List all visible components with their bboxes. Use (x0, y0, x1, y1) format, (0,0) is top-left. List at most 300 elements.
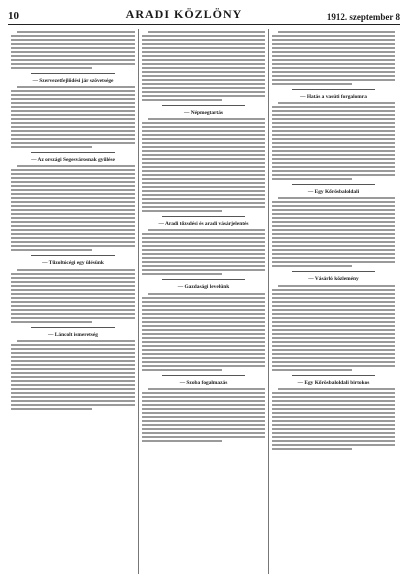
text-line (278, 102, 395, 104)
text-line (148, 388, 265, 390)
text-line (142, 424, 265, 426)
text-line (11, 396, 135, 398)
text-line (142, 233, 265, 235)
text-line (11, 281, 135, 283)
text-line (272, 79, 395, 81)
text-line (11, 67, 92, 69)
text-line (272, 305, 395, 307)
text-line (11, 55, 135, 57)
text-line (272, 317, 395, 319)
text-line (142, 91, 265, 93)
text-line (11, 400, 135, 402)
text-line (11, 313, 135, 315)
text-line (272, 369, 352, 371)
text-line (142, 400, 265, 402)
text-line (11, 277, 135, 279)
paragraph-lines (272, 102, 395, 180)
text-line (142, 134, 265, 136)
article-heading: — Népmegtartás (183, 110, 224, 116)
paragraph-lines (142, 118, 265, 212)
article-heading: — Aradi tőzsdési és aradi vásárjelentés (158, 221, 249, 228)
text-line (142, 357, 265, 359)
text-line (272, 392, 395, 394)
text-line (11, 205, 135, 207)
article-columns (8, 29, 400, 574)
text-line (272, 146, 395, 148)
text-line (272, 408, 395, 410)
text-line (11, 233, 135, 235)
text-line (272, 71, 395, 73)
text-line (142, 146, 265, 148)
text-line (11, 237, 135, 239)
text-line (11, 360, 135, 362)
text-line (272, 436, 395, 438)
text-line (11, 146, 92, 148)
text-line (17, 31, 135, 33)
text-line (11, 297, 135, 299)
text-line (272, 321, 395, 323)
text-line (142, 142, 265, 144)
text-line (11, 293, 135, 295)
article-separator (31, 255, 115, 256)
text-line (272, 420, 395, 422)
text-line (272, 237, 395, 239)
article-separator (31, 327, 115, 328)
text-line (272, 357, 395, 359)
text-line (272, 444, 395, 446)
text-line (272, 63, 395, 65)
text-line (17, 269, 135, 271)
text-line (11, 384, 135, 386)
text-line (148, 293, 265, 295)
text-line (272, 174, 395, 176)
text-line (11, 364, 135, 366)
text-line (148, 118, 265, 120)
text-line (272, 428, 395, 430)
text-line (272, 253, 395, 255)
paragraph-lines (11, 86, 135, 148)
text-line (11, 114, 135, 116)
text-line (11, 173, 135, 175)
text-line (142, 365, 265, 367)
text-line (142, 257, 265, 259)
text-line (142, 75, 265, 77)
page-number: 10 (8, 10, 19, 22)
text-line (272, 122, 395, 124)
text-line (11, 106, 135, 108)
text-line (272, 329, 395, 331)
text-line (142, 71, 265, 73)
text-line (11, 39, 135, 41)
article-separator (31, 152, 115, 153)
text-line (272, 345, 395, 347)
text-line (272, 432, 395, 434)
text-line (272, 114, 395, 116)
text-line (142, 194, 265, 196)
text-line (142, 150, 265, 152)
text-line (272, 110, 395, 112)
text-line (142, 67, 265, 69)
text-line (272, 333, 395, 335)
text-line (142, 273, 222, 275)
text-line (142, 297, 265, 299)
text-line (11, 376, 135, 378)
text-line (272, 106, 395, 108)
text-line (142, 43, 265, 45)
text-line (142, 63, 265, 65)
text-line (142, 432, 265, 434)
text-line (11, 368, 135, 370)
text-line (272, 83, 352, 85)
text-line (142, 55, 265, 57)
text-line (142, 325, 265, 327)
text-line (272, 158, 395, 160)
text-line (11, 217, 135, 219)
text-line (142, 361, 265, 363)
text-line (142, 178, 265, 180)
text-line (142, 420, 265, 422)
text-line (142, 198, 265, 200)
text-line (272, 75, 395, 77)
text-line (272, 229, 395, 231)
text-line (11, 98, 135, 100)
text-line (142, 428, 265, 430)
text-line (272, 118, 395, 120)
text-line (11, 213, 135, 215)
text-line (142, 138, 265, 140)
text-line (11, 169, 135, 171)
text-line (272, 361, 395, 363)
text-line (142, 126, 265, 128)
text-line (142, 182, 265, 184)
article-separator (292, 184, 375, 185)
text-line (11, 273, 135, 275)
text-line (142, 237, 265, 239)
text-line (272, 245, 395, 247)
paragraph-lines (272, 197, 395, 267)
text-line (142, 265, 265, 267)
text-line (142, 249, 265, 251)
text-line (11, 134, 135, 136)
article-separator (162, 216, 245, 217)
text-line (142, 313, 265, 315)
text-line (272, 47, 395, 49)
masthead (8, 6, 400, 25)
text-line (272, 225, 395, 227)
text-line (11, 118, 135, 120)
text-line (11, 221, 135, 223)
text-line (272, 55, 395, 57)
paragraph-lines (272, 31, 395, 85)
text-line (11, 229, 135, 231)
paragraph-lines (272, 388, 395, 450)
text-line (11, 309, 135, 311)
text-line (11, 305, 135, 307)
text-line (272, 35, 395, 37)
paragraph-lines (142, 293, 265, 371)
text-line (278, 197, 395, 199)
text-line (142, 337, 265, 339)
text-line (142, 269, 265, 271)
text-line (142, 186, 265, 188)
text-line (272, 213, 395, 215)
text-line (11, 201, 135, 203)
text-line (272, 293, 395, 295)
paragraph-lines (142, 229, 265, 275)
text-line (272, 221, 395, 223)
text-line (272, 126, 395, 128)
text-line (142, 99, 222, 101)
text-line (11, 372, 135, 374)
text-line (17, 165, 135, 167)
text-line (142, 261, 265, 263)
text-line (142, 369, 222, 371)
column-left (8, 29, 138, 574)
text-line (11, 43, 135, 45)
text-line (142, 305, 265, 307)
text-line (142, 79, 265, 81)
text-line (272, 396, 395, 398)
text-line (142, 122, 265, 124)
text-line (272, 257, 395, 259)
text-line (142, 83, 265, 85)
article-heading: — Az országi Segesvárosnak gyűlése (31, 157, 115, 164)
article-separator (292, 375, 375, 376)
text-line (272, 166, 395, 168)
text-line (11, 110, 135, 112)
text-line (11, 209, 135, 211)
text-line (272, 138, 395, 140)
text-line (272, 154, 395, 156)
text-line (272, 205, 395, 207)
text-line (11, 197, 135, 199)
text-line (272, 313, 395, 315)
text-line (272, 170, 395, 172)
text-line (142, 51, 265, 53)
text-line (142, 130, 265, 132)
text-line (11, 352, 135, 354)
text-line (142, 158, 265, 160)
text-line (272, 178, 352, 180)
text-line (272, 130, 395, 132)
text-line (11, 249, 92, 251)
text-line (272, 249, 395, 251)
text-line (272, 162, 395, 164)
text-line (11, 301, 135, 303)
article-separator (162, 105, 245, 106)
article-heading: — Egy Kőrösbaloldali (307, 189, 360, 196)
text-line (272, 412, 395, 414)
text-line (278, 31, 395, 33)
text-line (148, 31, 265, 33)
text-line (272, 150, 395, 152)
text-line (11, 348, 135, 350)
article-heading: — Tűzoltócégi egy ülésünk (42, 260, 104, 267)
paragraph-lines (142, 388, 265, 442)
text-line (272, 201, 395, 203)
text-line (17, 340, 135, 342)
article-separator (162, 375, 245, 376)
text-line (142, 245, 265, 247)
article-separator (162, 279, 245, 280)
text-line (142, 345, 265, 347)
text-line (11, 90, 135, 92)
text-line (11, 241, 135, 243)
paragraph-lines (11, 165, 135, 251)
text-line (142, 309, 265, 311)
text-line (272, 261, 395, 263)
text-line (142, 436, 265, 438)
text-line (11, 321, 92, 323)
text-line (272, 404, 395, 406)
text-line (11, 344, 135, 346)
text-line (11, 177, 135, 179)
text-line (11, 356, 135, 358)
text-line (272, 217, 395, 219)
text-line (272, 297, 395, 299)
text-line (11, 193, 135, 195)
text-line (272, 440, 395, 442)
text-line (11, 392, 135, 394)
text-line (142, 35, 265, 37)
text-line (142, 190, 265, 192)
text-line (142, 396, 265, 398)
text-line (142, 95, 265, 97)
text-line (272, 337, 395, 339)
text-line (11, 63, 135, 65)
text-line (272, 134, 395, 136)
text-line (11, 225, 135, 227)
article-separator (292, 89, 375, 90)
text-line (11, 142, 135, 144)
text-line (142, 162, 265, 164)
paragraph-lines (11, 340, 135, 410)
text-line (272, 142, 395, 144)
text-line (142, 39, 265, 41)
text-line (278, 285, 395, 287)
text-line (272, 241, 395, 243)
text-line (142, 87, 265, 89)
article-heading: — Vásárló közlemény (308, 276, 359, 283)
article-heading: — Gazdasági levelünk (177, 284, 230, 291)
paragraph-lines (272, 285, 395, 371)
text-line (11, 102, 135, 104)
text-line (272, 289, 395, 291)
text-line (142, 241, 265, 243)
text-line (142, 202, 265, 204)
text-line (11, 130, 135, 132)
text-line (142, 412, 265, 414)
text-line (142, 59, 265, 61)
text-line (11, 189, 135, 191)
text-line (11, 94, 135, 96)
text-line (272, 39, 395, 41)
text-line (142, 321, 265, 323)
text-line (142, 333, 265, 335)
text-line (11, 59, 135, 61)
text-line (142, 392, 265, 394)
text-line (142, 353, 265, 355)
text-line (142, 440, 222, 442)
text-line (11, 138, 135, 140)
text-line (272, 233, 395, 235)
text-line (142, 408, 265, 410)
text-line (142, 349, 265, 351)
text-line (148, 229, 265, 231)
text-line (11, 126, 135, 128)
article-heading: — Egy Kőrösbaloldali birtokos (297, 379, 370, 386)
text-line (272, 51, 395, 53)
text-line (142, 317, 265, 319)
text-line (142, 47, 265, 49)
text-line (11, 51, 135, 53)
text-line (142, 154, 265, 156)
column-right (268, 29, 398, 574)
text-line (142, 174, 265, 176)
text-line (11, 388, 135, 390)
text-line (142, 170, 265, 172)
issue-date: 1912. szeptember 8 (326, 12, 400, 22)
text-line (142, 253, 265, 255)
text-line (272, 209, 395, 211)
text-line (272, 349, 395, 351)
text-line (142, 206, 265, 208)
column-middle (138, 29, 268, 574)
text-line (278, 388, 395, 390)
text-line (17, 86, 135, 88)
article-heading: — Szervezetfejlődési jár szövetsége (32, 78, 114, 84)
article-heading: — Hatás a vasúti forgalomra (300, 94, 367, 100)
text-line (11, 408, 92, 410)
text-line (11, 47, 135, 49)
paragraph-lines (11, 31, 135, 69)
text-line (11, 181, 135, 183)
text-line (272, 341, 395, 343)
text-line (272, 265, 352, 267)
text-line (11, 317, 135, 319)
text-line (272, 43, 395, 45)
text-line (142, 301, 265, 303)
text-line (142, 329, 265, 331)
text-line (272, 400, 395, 402)
text-line (142, 404, 265, 406)
text-line (142, 210, 222, 212)
text-line (272, 59, 395, 61)
text-line (272, 424, 395, 426)
text-line (272, 301, 395, 303)
text-line (11, 404, 135, 406)
article-heading: — Szoba fogalmazás (179, 379, 228, 386)
text-line (11, 380, 135, 382)
text-line (272, 325, 395, 327)
article-separator (292, 271, 375, 272)
text-line (11, 245, 135, 247)
text-line (142, 166, 265, 168)
paragraph-lines (142, 31, 265, 101)
text-line (142, 416, 265, 418)
text-line (11, 289, 135, 291)
text-line (11, 122, 135, 124)
article-separator (31, 73, 115, 74)
text-line (272, 416, 395, 418)
text-line (11, 185, 135, 187)
article-heading: — Láncolt ismeretség (48, 331, 98, 338)
newspaper-title: ARADI KÖZLÖNY (125, 7, 243, 21)
text-line (272, 448, 352, 450)
text-line (11, 285, 135, 287)
text-line (272, 309, 395, 311)
text-line (272, 365, 395, 367)
